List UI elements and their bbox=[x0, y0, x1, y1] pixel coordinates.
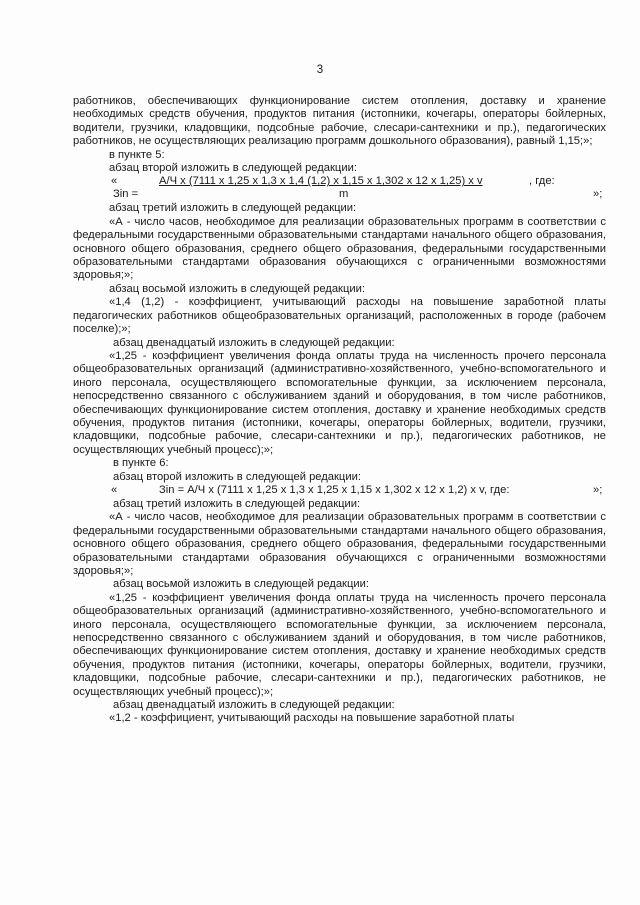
paragraph: абзац третий изложить в следующей редакции: bbox=[113, 497, 361, 510]
formula-where: , где: bbox=[529, 175, 555, 188]
formula-block bbox=[73, 175, 606, 202]
paragraph: «1,25 - коэффициент увеличения фонда оплаты труда на численность прочего персонала общеобразовательных организаций (административно-хозяйственного, учебно-вспомогательного и иного персонала, осуществляющего вспомогательные функции, за исключением персонала, непосредственно связанного с обслуживанием зданий и оборудования, в том числе работников, обеспечивающих функционирование систем отопления, доставку и хранение необходимых средств обучения, продуктов питания (истопники, кочегары, операторы бойлерных, водители, грузчики, кладовщики, подсобные рабочие, слесари-сантехники и пр.), педагогических работников, не осуществляющих учебный процесс);»; bbox=[73, 349, 606, 456]
formula-denominator: m bbox=[339, 188, 349, 201]
paragraph: абзац двенадцатый изложить в следующей редакции: bbox=[113, 699, 395, 712]
formula-close: »; bbox=[593, 483, 603, 496]
paragraph: абзац восьмой изложить в следующей редакции: bbox=[109, 282, 365, 295]
page-number: 3 bbox=[316, 64, 324, 76]
paragraph: абзац восьмой изложить в следующей редакции: bbox=[113, 578, 369, 591]
formula-open-quote: « bbox=[111, 175, 118, 188]
paragraph: абзац двенадцатый изложить в следующей редакции: bbox=[113, 336, 395, 349]
formula-numerator: А/Ч х (7111 х 1,25 х 1,3 х 1,4 (1,2) х 1,15 х 1,302 х 12 х 1,25) х v bbox=[159, 175, 483, 188]
paragraph: «А - число часов, необходимое для реализации образовательных программ в соответствии с федеральными государственными образовательными стандартами начального общего образования, основного общего образования, среднего общего образования, федеральными государственными образовательными стандартами образования обучающихся с ограниченными возможностями здоровья;»; bbox=[73, 511, 606, 577]
paragraph: абзац третий изложить в следующей редакции: bbox=[109, 202, 357, 215]
paragraph: «1,25 - коэффициент увеличения фонда оплаты труда на численность прочего персонала общеобразовательных организаций (административно-хозяйственного, учебно-вспомогательного и иного персонала, осуществляющего вспомогательные функции, за исключением персонала, непосредственно связанного с обслуживанием зданий и оборудования, в том числе работников, обеспечивающих функционирование систем отопления, доставку и хранение необходимых средств обучения, продуктов питания (истопники, кочегары, операторы бойлерных, водители, грузчики, кладовщики, подсобные рабочие, слесари-сантехники и пр.), педагогических работников, не осуществляющих учебный процесс);»; bbox=[73, 591, 606, 698]
formula-open-quote: « bbox=[111, 483, 118, 496]
paragraph: «1,4 (1,2) - коэффициент, учитывающий расходы на повышение заработной платы педагогических работников общеобразовательных организаций, расположенных в городе (рабочем поселке);»; bbox=[73, 296, 606, 336]
document-body bbox=[73, 95, 606, 726]
formula-close: »; bbox=[593, 188, 603, 201]
paragraph: «1,2 - коэффициент, учитывающий расходы на повышение заработной платы bbox=[109, 712, 515, 725]
paragraph: в пункте 5: bbox=[109, 148, 165, 161]
paragraph: в пункте 6: bbox=[113, 457, 169, 470]
paragraph: абзац второй изложить в следующей редакции: bbox=[113, 470, 361, 483]
paragraph: абзац второй изложить в следующей редакции: bbox=[109, 162, 357, 175]
paragraph: «А - число часов, необходимое для реализации образовательных программ в соответствии с федеральными государственными образовательными стандартами начального общего образования, основного общего образования, среднего общего образования, федеральными государственными образовательными стандартами образования обучающихся с ограниченными возможностями здоровья;»; bbox=[73, 215, 606, 282]
formula-line: Зin = А/Ч х (7111 х 1,25 х 1,3 х 1,25 х 1,15 х 1,302 х 12 х 1,2) х v, где: bbox=[159, 483, 510, 496]
formula-block bbox=[73, 484, 606, 498]
paragraph: работников, обеспечивающих функционирование систем отопления, доставку и хранение необходимых средств обучения, продуктов питания (истопники, кочегары, операторы бойлерных, водители, грузчики, кладовщики, подсобные рабочие, слесари-сантехники и пр.), педагогических работников, не осуществляющих реализацию программ дошкольного образования), равный 1,15;»; bbox=[73, 95, 606, 148]
formula-lhs: Зin = bbox=[113, 188, 139, 201]
